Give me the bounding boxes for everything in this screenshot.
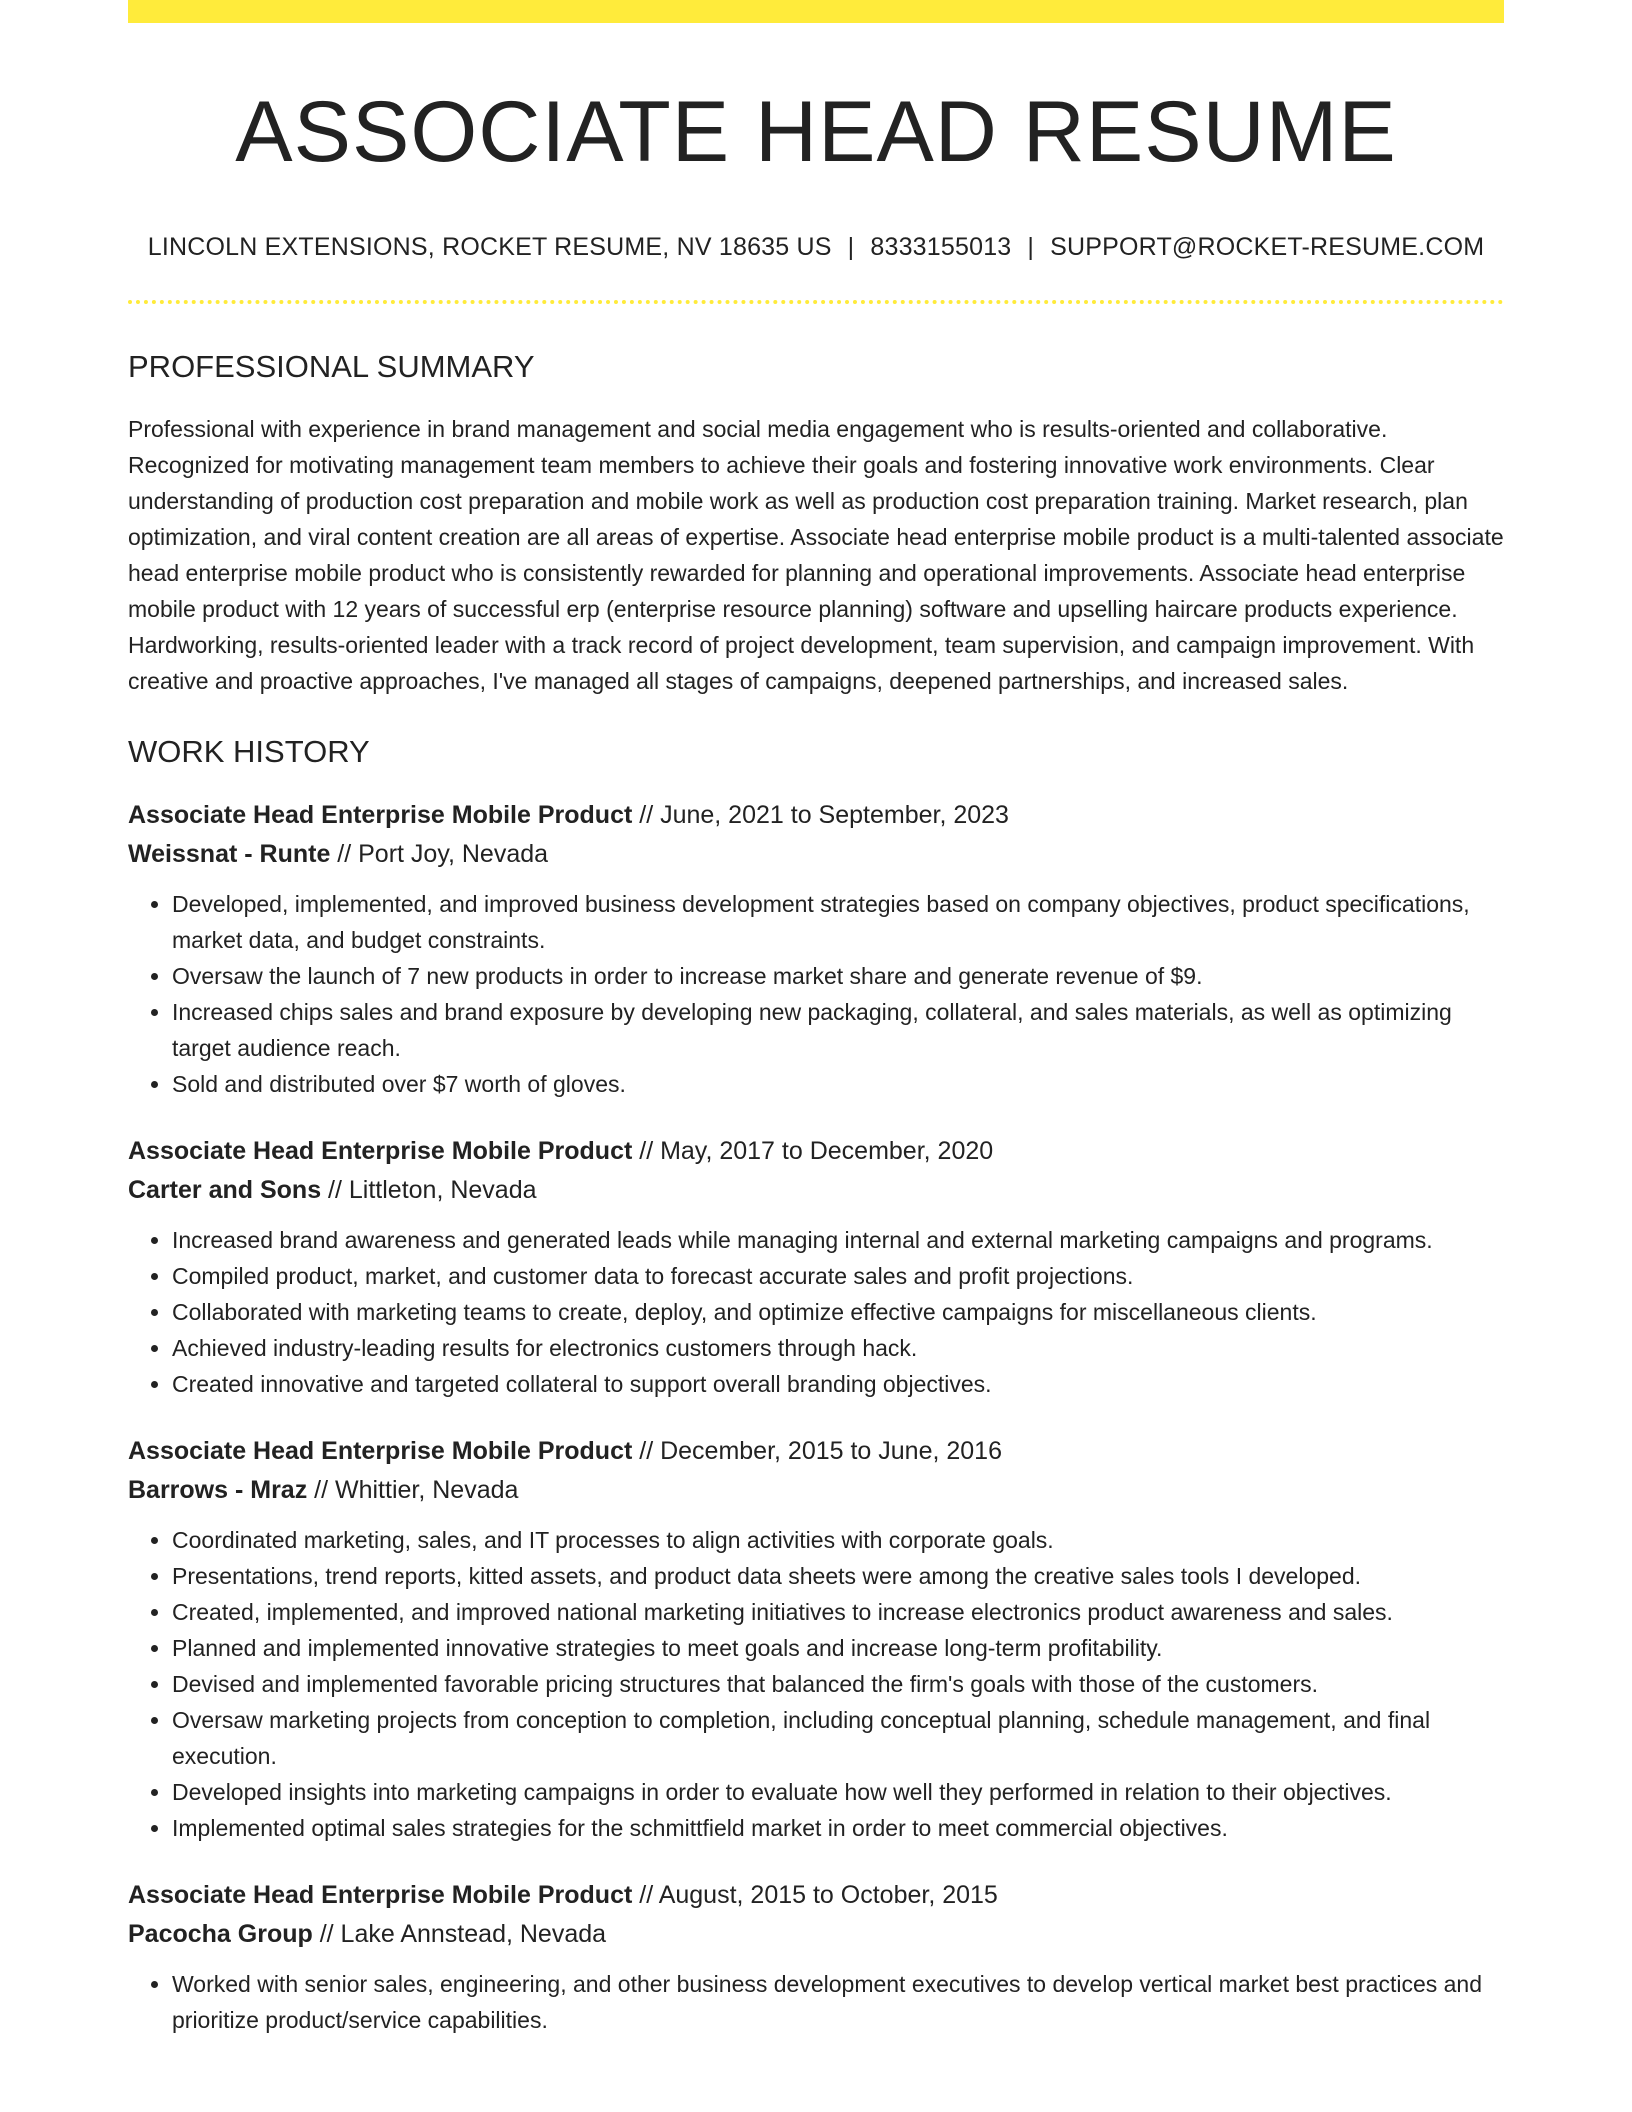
job-title-line bbox=[128, 796, 1504, 835]
contact-line bbox=[128, 232, 1504, 262]
job-dates: // December, 2015 to June, 2016 bbox=[632, 1437, 1002, 1466]
job-bullet: • Presentations, trend reports, kitted assets, and product data sheets were among the creative sales tools I developed. bbox=[172, 1558, 1504, 1594]
contact-email[interactable]: SUPPORT@ROCKET-RESUME.COM bbox=[1050, 232, 1485, 261]
job-bullets bbox=[128, 1522, 1504, 1846]
job-bullet: • Oversaw marketing projects from conception to completion, including conceptual planning, schedule management, and final execution. bbox=[172, 1702, 1504, 1774]
job-dates: // May, 2017 to December, 2020 bbox=[632, 1137, 994, 1166]
job-bullet: • Developed, implemented, and improved business development strategies based on company objectives, product specifications, market data, and budget constraints. bbox=[172, 886, 1504, 958]
job-company: Carter and Sons bbox=[128, 1176, 322, 1205]
job-entry bbox=[128, 1876, 1504, 2038]
job-bullet: • Worked with senior sales, engineering, and other business development executives to develop vertical market best practices and prioritize product/service capabilities. bbox=[172, 1966, 1504, 2038]
job-company-line bbox=[128, 1915, 1504, 1954]
job-company: Weissnat - Runte bbox=[128, 840, 331, 869]
job-bullet: • Compiled product, market, and customer data to forecast accurate sales and profit projections. bbox=[172, 1258, 1504, 1294]
job-title: Associate Head Enterprise Mobile Product bbox=[128, 1881, 633, 1910]
work-history-list bbox=[128, 796, 1504, 2038]
job-location: // Whittier, Nevada bbox=[307, 1476, 519, 1505]
summary-text: Professional with experience in brand management and social media engagement who is results-oriented and collaborative. Recognized for motivating management team members to achieve their goals and fostering innovative work environments. Clear understanding of production cost preparation and mobile work as well as production cost preparation training. Market research, plan optimization, and viral content creation are all areas of expertise. Associate head enterprise mobile product is a multi-talented associate head enterprise mobile product who is consistently rewarded for planning and operational improvements. Associate head enterprise mobile product with 12 years of successful erp (enterprise resource planning) software and upselling haircare products experience. Hardworking, results-oriented leader with a track record of project development, team supervision, and campaign improvement. With creative and proactive approaches, I've managed all stages of campaigns, deepened partnerships, and increased sales. bbox=[128, 416, 1504, 695]
job-title-line bbox=[128, 1432, 1504, 1471]
contact-phone[interactable]: 8333155013 bbox=[870, 232, 1012, 261]
job-location: // Lake Annstead, Nevada bbox=[312, 1920, 607, 1949]
job-bullets bbox=[128, 1222, 1504, 1402]
job-bullet: • Increased brand awareness and generated leads while managing internal and external marketing campaigns and programs. bbox=[172, 1222, 1504, 1258]
job-bullet: • Achieved industry-leading results for electronics customers through hack. bbox=[172, 1330, 1504, 1366]
job-bullet: • Increased chips sales and brand exposure by developing new packaging, collateral, and sales materials, as well as optimizing target audience reach. bbox=[172, 994, 1504, 1066]
job-title: Associate Head Enterprise Mobile Product bbox=[128, 801, 633, 830]
job-entry bbox=[128, 1132, 1504, 1402]
job-bullet: • Developed insights into marketing campaigns in order to evaluate how well they performed in relation to their objectives. bbox=[172, 1774, 1504, 1810]
job-bullet: • Coordinated marketing, sales, and IT processes to align activities with corporate goals. bbox=[172, 1522, 1504, 1558]
job-dates: // June, 2021 to September, 2023 bbox=[632, 801, 1009, 830]
job-title: Associate Head Enterprise Mobile Product bbox=[128, 1137, 633, 1166]
job-bullet: • Created innovative and targeted collateral to support overall branding objectives. bbox=[172, 1366, 1504, 1402]
contact-separator: | bbox=[1027, 232, 1035, 261]
job-bullet: • Collaborated with marketing teams to create, deploy, and optimize effective campaigns for miscellaneous clients. bbox=[172, 1294, 1504, 1330]
job-title-line bbox=[128, 1132, 1504, 1171]
job-company: Barrows - Mraz bbox=[128, 1476, 308, 1505]
top-accent-bar bbox=[128, 0, 1504, 23]
resume-page bbox=[128, 0, 1504, 2038]
job-bullets bbox=[128, 1966, 1504, 2038]
dotted-divider bbox=[128, 300, 1504, 304]
job-bullet: • Implemented optimal sales strategies for the schmittfield market in order to meet commercial objectives. bbox=[172, 1810, 1504, 1846]
job-company: Pacocha Group bbox=[128, 1920, 313, 1949]
job-entry bbox=[128, 796, 1504, 1102]
work-history-heading: WORK HISTORY bbox=[128, 734, 370, 770]
job-company-line bbox=[128, 835, 1504, 874]
contact-separator: | bbox=[847, 232, 855, 261]
summary-heading: PROFESSIONAL SUMMARY bbox=[128, 348, 535, 384]
job-bullets bbox=[128, 886, 1504, 1102]
job-entry bbox=[128, 1432, 1504, 1846]
job-title: Associate Head Enterprise Mobile Product bbox=[128, 1437, 633, 1466]
job-bullet: • Created, implemented, and improved national marketing initiatives to increase electronics product awareness and sales. bbox=[172, 1594, 1504, 1630]
job-bullet: • Sold and distributed over $7 worth of gloves. bbox=[172, 1066, 1504, 1102]
job-company-line bbox=[128, 1171, 1504, 1210]
resume-title: ASSOCIATE HEAD RESUME bbox=[235, 84, 1397, 180]
job-dates: // August, 2015 to October, 2015 bbox=[632, 1881, 998, 1910]
job-title-line bbox=[128, 1876, 1504, 1915]
job-bullet: • Devised and implemented favorable pricing structures that balanced the firm's goals with those of the customers. bbox=[172, 1666, 1504, 1702]
job-company-line bbox=[128, 1471, 1504, 1510]
job-location: // Port Joy, Nevada bbox=[330, 840, 549, 869]
job-bullet: • Planned and implemented innovative strategies to meet goals and increase long-term profitability. bbox=[172, 1630, 1504, 1666]
job-location: // Littleton, Nevada bbox=[321, 1176, 537, 1205]
contact-address: LINCOLN EXTENSIONS, ROCKET RESUME, NV 18635 US bbox=[147, 232, 832, 261]
job-bullet: • Oversaw the launch of 7 new products in order to increase market share and generate revenue of $9. bbox=[172, 958, 1504, 994]
